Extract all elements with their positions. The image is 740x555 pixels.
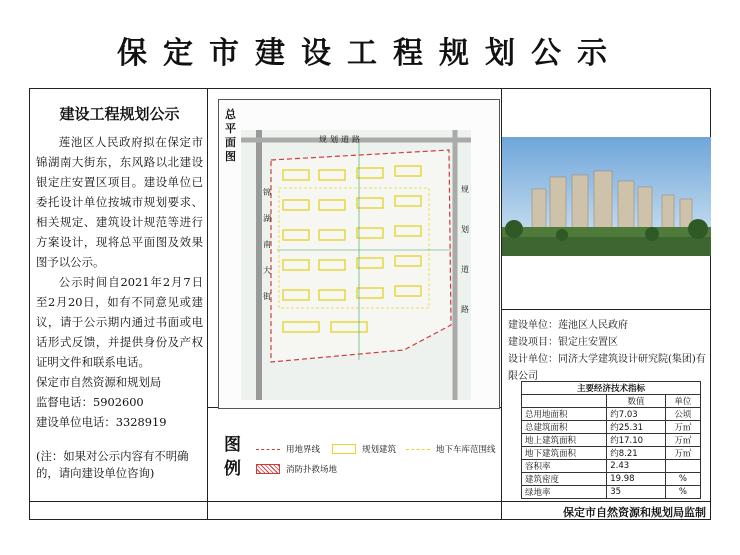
notice-paragraph: 莲池区人民政府拟在保定市锦湖南大街东，东风路以北建设银定庄安置区项目。建设单位已委托设计单位按城市规划要求、相关规定、建筑设计规范等进行方案设计，现将总平面图及效果图予以公示。	[36, 135, 203, 269]
page-title: 保定市建设工程规划公示	[117, 36, 623, 71]
legend-item: 消防扑救场地	[256, 463, 337, 475]
road-label-left: 锦湖南大街	[263, 188, 271, 301]
divider	[501, 309, 711, 310]
site-plan-drawing	[219, 100, 499, 408]
project-rendering	[502, 137, 711, 256]
garage-line-swatch	[406, 449, 430, 450]
table-row: 总建筑面积 约25.31 万㎡	[522, 421, 701, 434]
table-row: 建筑密度 19.98 %	[522, 473, 701, 486]
authority-name: 保定市自然资源和规划局	[36, 375, 162, 389]
table-row: 总用地面积 约7.03 公顷	[522, 408, 701, 421]
supervise-phone: 监督电话：5902600	[36, 395, 144, 409]
notice-paragraph: 公示时间自2021年2月7日至2月20日，如有不同意见或建议，请于公示期内通过书面或电话形式反馈，并提供身份及产权证明文件和联系电话。	[36, 275, 203, 369]
rendering-image	[502, 137, 711, 256]
divider	[207, 89, 208, 519]
project-name: 建设项目：银定庄安置区	[508, 337, 618, 348]
site-plan	[218, 99, 500, 409]
footer-supervisor: 保定市自然资源和规划局监制	[563, 506, 706, 519]
table-caption: 主要经济技术指标	[522, 382, 701, 395]
legend-title: 图例	[224, 435, 241, 479]
table-header	[522, 395, 607, 408]
design-unit: 设计单位：同济大学建筑设计研究院(集团)有限公司	[508, 354, 706, 382]
builder-phone: 建设单位电话：3328919	[36, 415, 167, 429]
table-row: 地下建筑面积 约8.21 万㎡	[522, 447, 701, 460]
table-header: 单位	[665, 395, 700, 408]
table-row: 容积率 2.43	[522, 460, 701, 473]
building-swatch	[332, 444, 356, 454]
plan-title: 总平面图	[225, 108, 236, 163]
legend-item: 地下车库范围线	[406, 443, 496, 455]
tech-indicator-table	[521, 381, 701, 499]
legend-item: 规划建筑	[332, 443, 396, 455]
fire-area-swatch	[256, 464, 280, 474]
notice-text	[30, 89, 207, 520]
project-info	[508, 317, 710, 385]
notice-frame	[29, 88, 711, 520]
notice-note: (注：如果对公示内容有不明确的，请向建设单位咨询)	[36, 449, 189, 480]
boundary-line-swatch	[256, 449, 280, 450]
road-label-right: 规划道路	[461, 185, 469, 314]
notice-heading: 建设工程规划公示	[59, 105, 180, 123]
legend-item: 用地界线	[256, 443, 320, 455]
table-header: 数值	[607, 395, 666, 408]
table-row: 绿地率 35 %	[522, 486, 701, 499]
road-label-top: 规划道路	[319, 135, 363, 144]
table-row: 地上建筑面积 约17.10 万㎡	[522, 434, 701, 447]
builder-unit: 建设单位：莲池区人民政府	[508, 320, 628, 331]
